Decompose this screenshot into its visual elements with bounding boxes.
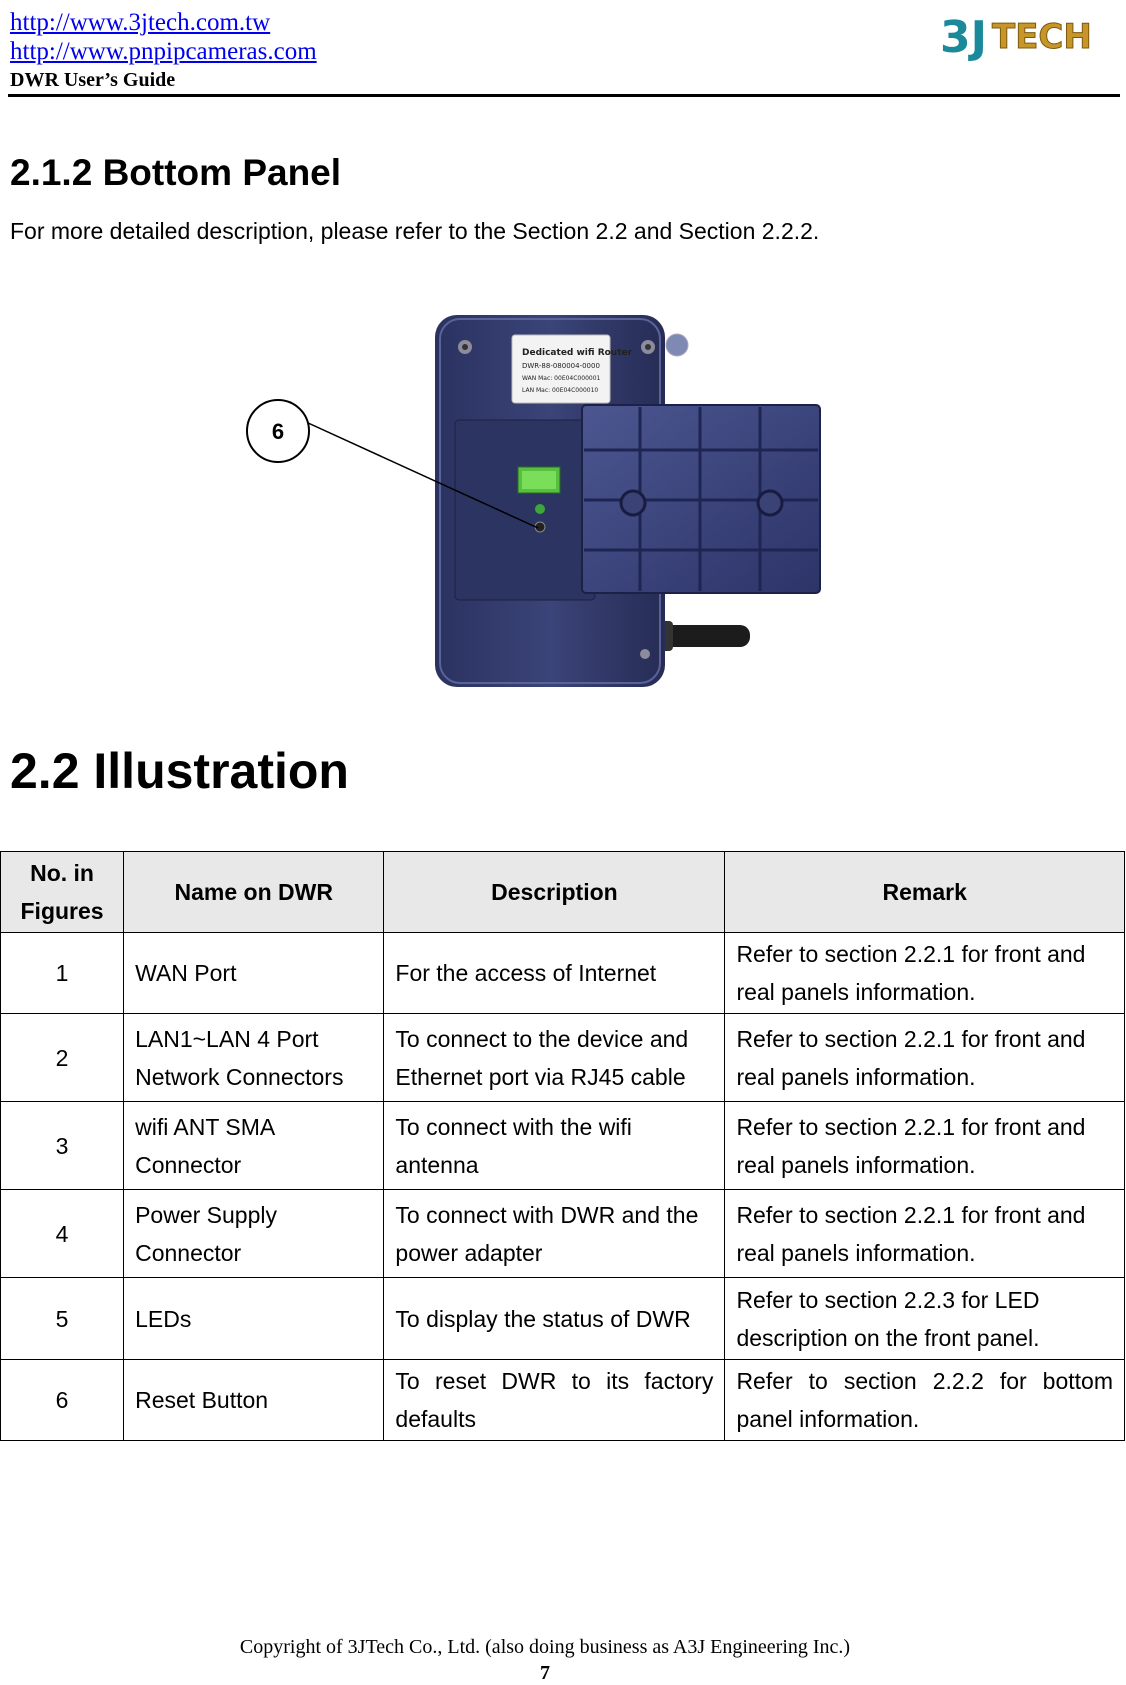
cell-remark: Refer to section 2.2.1 for front and real panels information.: [725, 933, 1125, 1014]
cell-remark: Refer to section 2.2.1 for front and real panels information.: [725, 1190, 1125, 1278]
header-divider: [8, 94, 1120, 97]
table-row: [1, 1014, 1125, 1102]
cell-description: To reset DWR to its factory defaults: [384, 1360, 725, 1441]
table-row: [1, 1278, 1125, 1360]
col-header-no: No. in Figures: [1, 852, 124, 933]
svg-text:3J: 3J: [940, 12, 987, 63]
dwr-bottom-panel-photo: [250, 305, 850, 690]
section-description: For more detailed description, please refer to the Section 2.2 and Section 2.2.2.: [10, 218, 820, 244]
website-link-3jtech[interactable]: http://www.3jtech.com.tw: [10, 9, 271, 36]
cell-no: 1: [1, 933, 124, 1014]
cell-no: 2: [1, 1014, 124, 1102]
cell-remark: Refer to section 2.2.2 for bottom panel information.: [725, 1360, 1125, 1441]
cell-description: To display the status of DWR: [384, 1278, 725, 1360]
callout-number: 6: [271, 419, 285, 444]
table-row: [1, 1360, 1125, 1441]
section-title: 2.1.2 Bottom Panel: [10, 152, 342, 193]
col-header-name: Name on DWR: [124, 852, 384, 933]
cell-description: To connect with the wifi antenna: [384, 1102, 725, 1190]
illustration-title: 2.2 Illustration: [10, 743, 349, 799]
table-row: [1, 1190, 1125, 1278]
cell-no: 4: [1, 1190, 124, 1278]
table-row: [1, 1102, 1125, 1190]
copyright-footer: Copyright of 3JTech Co., Ltd. (also doing business as A3J Engineering Inc.): [239, 1636, 851, 1658]
cell-name: Power Supply Connector: [124, 1190, 384, 1278]
cell-name: LEDs: [124, 1278, 384, 1360]
svg-text:TECH: TECH: [992, 17, 1092, 57]
cell-description: To connect with DWR and the power adapter: [384, 1190, 725, 1278]
3jtech-logo: [930, 8, 1092, 70]
cell-remark: Refer to section 2.2.1 for front and real panels information.: [725, 1102, 1125, 1190]
cell-description: For the access of Internet: [384, 933, 725, 1014]
component-table: [0, 851, 1125, 1441]
cell-no: 3: [1, 1102, 124, 1190]
col-header-remark: Remark: [725, 852, 1125, 933]
table-row: [1, 933, 1125, 1014]
cell-remark: Refer to section 2.2.1 for front and real panels information.: [725, 1014, 1125, 1102]
cell-name: WAN Port: [124, 933, 384, 1014]
label-wan-mac: WAN Mac: 00E04C000001: [522, 375, 601, 382]
page-number: 7: [540, 1662, 550, 1684]
cell-remark: Refer to section 2.2.3 for LED description on the front panel.: [725, 1278, 1125, 1360]
cell-no: 6: [1, 1360, 124, 1441]
page-header: [10, 8, 1120, 93]
cell-name: wifi ANT SMA Connector: [124, 1102, 384, 1190]
label-model: DWR-88-080004-0000: [522, 362, 600, 370]
col-header-description: Description: [384, 852, 725, 933]
cell-no: 5: [1, 1278, 124, 1360]
guide-title: DWR User’s Guide: [10, 69, 176, 91]
cell-name: Reset Button: [124, 1360, 384, 1441]
label-lan-mac: LAN Mac: 00E04C000010: [522, 387, 599, 394]
label-title: Dedicated wifi Router: [522, 348, 633, 358]
cell-name: LAN1~LAN 4 Port Network Connectors: [124, 1014, 384, 1102]
website-link-pnpipcameras[interactable]: http://www.pnpipcameras.com: [10, 38, 317, 65]
table-header-row: [1, 852, 1125, 933]
cell-description: To connect to the device and Ethernet port via RJ45 cable: [384, 1014, 725, 1102]
